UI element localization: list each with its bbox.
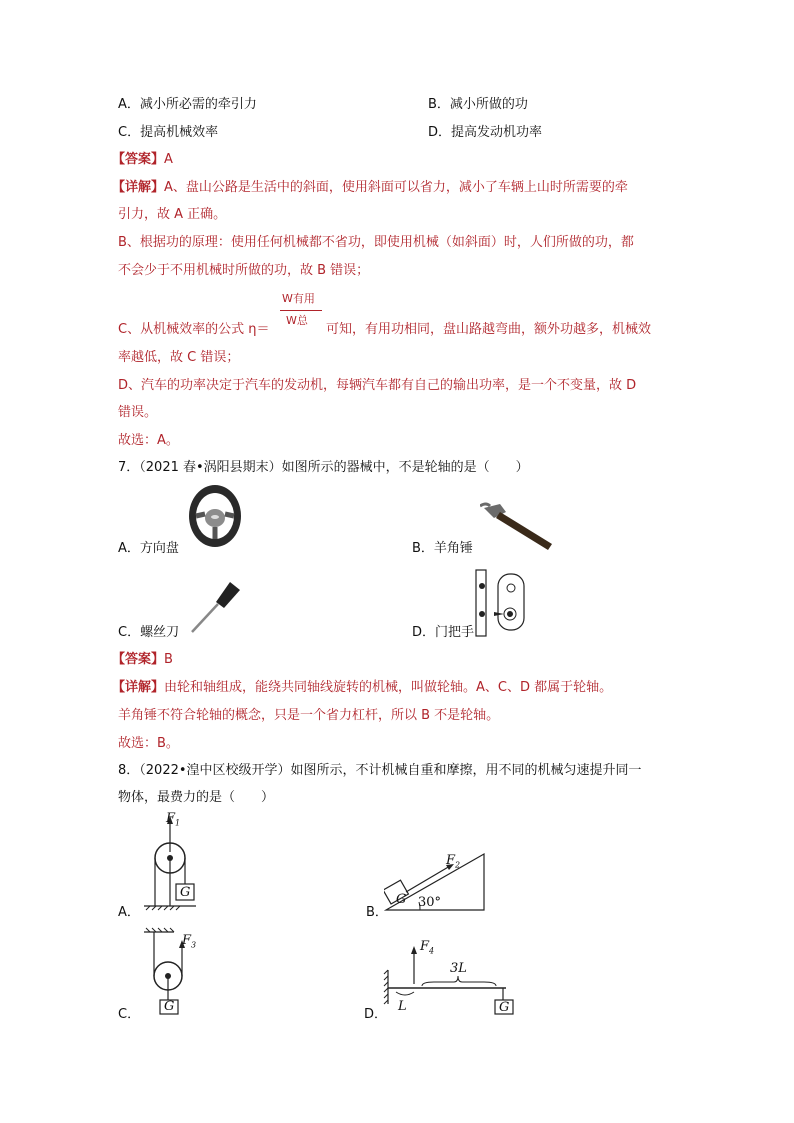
screwdriver-figure [190,580,242,636]
q7-detail-line: 羊角锤不符合轮轴的概念，只是一个省力杠杆，所以 B 不是轮轴。 [118,708,500,723]
weight-label: G [180,885,191,900]
q8-option-b: B． [366,905,388,920]
detail-tag: 【详解】 [112,680,165,695]
q6-option-a: A．减小所必需的牵引力 [118,97,257,112]
q6-detail-line: C、从机械效率的公式 η＝ [118,322,270,337]
steering-wheel-figure [186,482,244,552]
detail-text: 由轮和轴组成，能绕共同轴线旋转的机械，叫做轮轴。A、C、D 都属于轮轴。 [164,680,613,695]
q6-option-c: C．提高机械效率 [118,125,219,140]
q6-conclusion: 故选：A。 [118,433,179,448]
q6-detail-line: 不会少于不用机械时所做的功，故 B 错误； [118,263,370,278]
force-label [420,938,434,961]
q8-stem: 物体，最费力的是（ ） [118,790,275,805]
detail-text: A、盘山公路是生活中的斜面，使用斜面可以省力，减小了车辆上山时所需要的牵 [164,180,628,195]
q7-option-c: C．螺丝刀 [118,625,180,640]
force-letter: F [446,853,456,868]
q6-answer [112,151,173,169]
q6-detail-line: 率越低，故 C 错误； [118,350,240,365]
q7-detail-line [112,679,612,697]
q6-detail-line: D、汽车的功率决定于汽车的发动机，每辆汽车都有自己的输出功率，是一个不变量，故 D [118,378,637,393]
q8-option-c: C． [118,1007,141,1022]
force-letter: F [182,933,192,948]
q7-conclusion: 故选：B。 [118,736,179,751]
short-arm-label: L [398,999,407,1014]
force-subscript: 1 [175,818,181,828]
weight-label: G [499,1000,510,1015]
q6-detail-line: 可知，有用功相同，盘山路越弯曲，额外功越多，机械效 [326,322,652,337]
long-arm-label: 3L [450,961,467,976]
angle-label: 30° [418,895,442,910]
q6-option-d: D．提高发动机功率 [428,125,543,140]
answer-value: B [164,652,173,667]
q7-stem: 7．（2021 春•涡阳县期末）如图所示的器械中，不是轮轴的是（ ） [118,460,529,475]
formula-numerator: W有用 [282,292,315,305]
q6-detail-line [112,179,628,197]
weight-label: G [396,892,407,907]
force-label [182,932,196,955]
force-label [446,852,460,875]
formula-denominator: W总 [286,314,308,327]
q8-stem: 8．（2022•湟中区校级开学）如图所示，不计机械自重和摩擦，用不同的机械匀速提升同一 [118,763,642,778]
force-label [166,810,180,833]
q6-detail-line: 错误。 [118,405,158,420]
force-subscript: 3 [191,940,197,950]
answer-tag: 【答案】 [112,652,165,667]
q7-answer [112,651,173,669]
answer-value: A [164,152,173,167]
fraction-bar [280,310,322,311]
answer-tag: 【答案】 [112,152,165,167]
q8-option-d: D． [364,1007,388,1022]
door-handle-figure [474,568,530,638]
force-letter: F [420,939,430,954]
weight-label: G [164,999,175,1014]
claw-hammer-figure [480,502,556,552]
q7-option-a: A．方向盘 [118,541,179,556]
force-subscript: 2 [455,860,461,870]
force-subscript: 4 [429,946,435,956]
q8-option-a: A． [118,905,140,920]
q7-option-d: D．门把手 [412,625,475,640]
q6-option-b: B．减小所做的功 [428,97,528,112]
q7-option-b: B．羊角锤 [412,541,473,556]
detail-tag: 【详解】 [112,180,165,195]
q6-detail-line: B、根据功的原理：使用任何机械都不省功，即使用机械（如斜面）时，人们所做的功，都 [118,235,634,250]
q6-detail-line: 引力，故 A 正确。 [118,207,227,222]
force-letter: F [166,811,176,826]
